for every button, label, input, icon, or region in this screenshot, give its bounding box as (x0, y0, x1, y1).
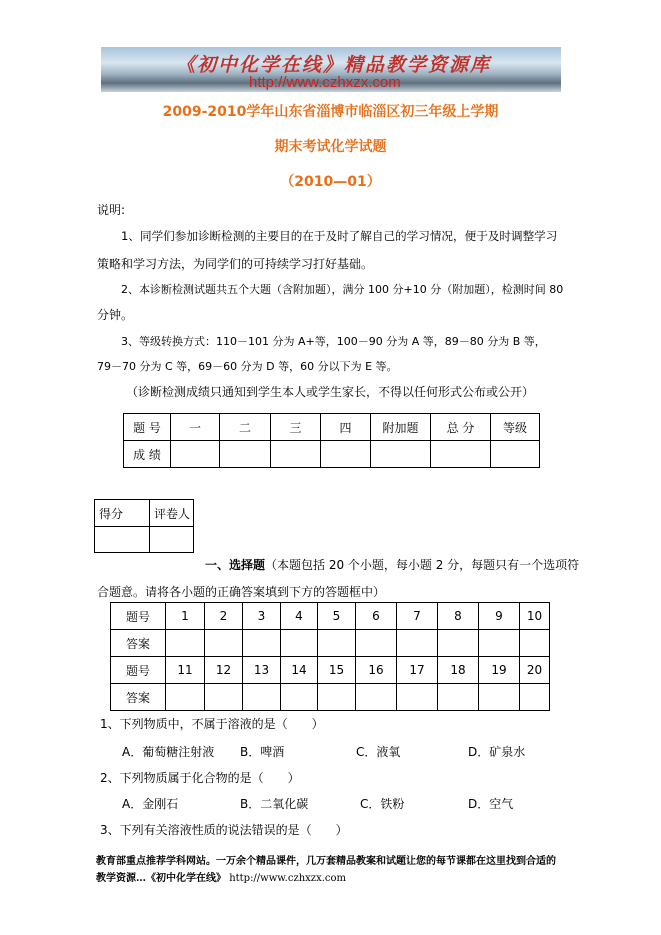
answer-cell[interactable] (166, 630, 205, 657)
answer-cell[interactable] (166, 684, 205, 711)
footer-url[interactable]: http://www.czhxzx.com (229, 873, 346, 884)
note-1a: 1、同学们参加诊断检测的主要目的在于及时了解自己的学习情况，便于及时调整学习 (121, 229, 558, 243)
score-cell[interactable] (220, 441, 271, 468)
note-2a: 2、本诊断检测试题共五个大题（含附加题），满分 100 分+10 分（附加题），检测时间 80 (121, 283, 564, 296)
answer-number: 1 (166, 603, 205, 630)
answer-cell[interactable] (243, 630, 281, 657)
answer-number: 17 (397, 657, 438, 684)
answer-number: 5 (318, 603, 356, 630)
answer-number: 4 (281, 603, 318, 630)
footer-text: 教学资源…《初中化学在线》 (96, 873, 226, 884)
answer-cell[interactable] (318, 684, 356, 711)
score-cell[interactable] (491, 441, 540, 468)
banner-title: 《初中化学在线》精品教学资源库 (176, 54, 492, 76)
answer-cell[interactable] (281, 684, 318, 711)
answer-cell[interactable] (479, 684, 520, 711)
doc-title-line1: 2009-2010学年山东省淄博市临淄区初三年级上学期 (162, 104, 499, 120)
answer-label: 答案 (111, 630, 166, 657)
section1-desc-b: 合题意。请将各小题的正确答案填到下方的答题框中） (97, 585, 386, 599)
score-cell[interactable] (371, 441, 431, 468)
answer-cell[interactable] (205, 630, 243, 657)
banner-url[interactable]: http://www.czhxzx.com (249, 74, 401, 91)
q2-option-c: C．铁粉 (360, 797, 405, 811)
answer-cell[interactable] (356, 630, 397, 657)
question-1: 1、下列物质中，不属于溶液的是（ ） (100, 717, 324, 731)
score-header: 三 (271, 414, 321, 441)
answer-cell[interactable] (520, 630, 550, 657)
score-header: 四 (321, 414, 371, 441)
answer-cell[interactable] (281, 630, 318, 657)
answer-cell[interactable] (318, 630, 356, 657)
answer-num-label: 题号 (111, 657, 166, 684)
answer-cell[interactable] (356, 684, 397, 711)
answer-number: 20 (520, 657, 550, 684)
site-banner[interactable] (101, 47, 561, 92)
answer-number: 11 (166, 657, 205, 684)
section1-title: 一、选择题 (205, 558, 266, 572)
footer-line2 (96, 869, 346, 884)
score-row-label: 成 绩 (124, 441, 171, 468)
note-3b: 79－70 分为 C 等，69－60 分为 D 等，60 分以下为 E 等。 (97, 360, 398, 373)
note-3a: 3、等级转换方式：110－101 分为 A+等，100－90 分为 A 等，89－80 分为 B 等， (121, 335, 546, 348)
answer-number: 10 (520, 603, 550, 630)
answer-cell[interactable] (438, 630, 479, 657)
score-header: 总 分 (431, 414, 491, 441)
q1-option-d: D．矿泉水 (468, 745, 526, 759)
score-table (123, 413, 540, 468)
note-1b: 策略和学习方法，为同学们的可持续学习打好基础。 (97, 257, 374, 271)
answer-number: 16 (356, 657, 397, 684)
answer-number: 12 (205, 657, 243, 684)
q1-option-b: B．啤酒 (240, 745, 285, 759)
answer-number: 9 (479, 603, 520, 630)
question-3: 3、下列有关溶液性质的说法错误的是（ ） (100, 823, 348, 837)
answer-cell[interactable] (397, 684, 438, 711)
score-cell[interactable] (271, 441, 321, 468)
answer-label: 答案 (111, 684, 166, 711)
doc-title-line3: （2010—01） (280, 174, 381, 190)
score-cell[interactable] (431, 441, 491, 468)
score-header: 二 (220, 414, 271, 441)
answer-cell[interactable] (205, 684, 243, 711)
q1-option-a: A．葡萄糖注射液 (122, 745, 215, 759)
answer-number: 15 (318, 657, 356, 684)
grader-cell[interactable] (95, 527, 150, 553)
q2-option-d: D．空气 (468, 797, 514, 811)
question-2: 2、下列物质属于化合物的是（ ） (100, 771, 300, 785)
score-header: 附加题 (371, 414, 431, 441)
grader-cell[interactable] (150, 527, 194, 553)
score-header: 等级 (491, 414, 540, 441)
notes-heading: 说明: (97, 203, 126, 217)
score-header: 题 号 (124, 414, 171, 441)
answer-number: 18 (438, 657, 479, 684)
answer-cell[interactable] (479, 630, 520, 657)
score-header: 一 (171, 414, 220, 441)
grader-header-score: 得分 (95, 500, 150, 527)
q2-option-b: B．二氧化碳 (240, 797, 309, 811)
note-4: （诊断检测成绩只通知到学生本人或学生家长，不得以任何形式公布或公开） (126, 385, 535, 399)
answer-cell[interactable] (397, 630, 438, 657)
doc-title-line2: 期末考试化学试题 (274, 139, 387, 155)
score-cell[interactable] (171, 441, 220, 468)
answer-cell[interactable] (438, 684, 479, 711)
answer-number: 7 (397, 603, 438, 630)
answer-number: 19 (479, 657, 520, 684)
answer-number: 8 (438, 603, 479, 630)
answer-num-label: 题号 (111, 603, 166, 630)
answer-number: 3 (243, 603, 281, 630)
footer-line1: 教育部重点推荐学科网站。一万余个精品课件，几万套精品教案和试题让您的每节课都在这里找到合适的 (96, 856, 556, 867)
answer-number: 14 (281, 657, 318, 684)
note-2b: 分钟。 (97, 308, 134, 322)
q1-option-c: C．液氧 (356, 745, 401, 759)
section1-desc-a: （本题包括 20 个小题，每小题 2 分，每题只有一个选项符 (265, 558, 580, 572)
score-cell[interactable] (321, 441, 371, 468)
answer-number: 13 (243, 657, 281, 684)
grader-header-grader: 评卷人 (150, 500, 194, 527)
grader-table (94, 499, 194, 553)
answer-number: 2 (205, 603, 243, 630)
section1-heading (205, 556, 579, 573)
answer-number: 6 (356, 603, 397, 630)
q2-option-a: A．金刚石 (122, 797, 179, 811)
answer-cell[interactable] (243, 684, 281, 711)
answer-table (110, 602, 550, 711)
answer-cell[interactable] (520, 684, 550, 711)
